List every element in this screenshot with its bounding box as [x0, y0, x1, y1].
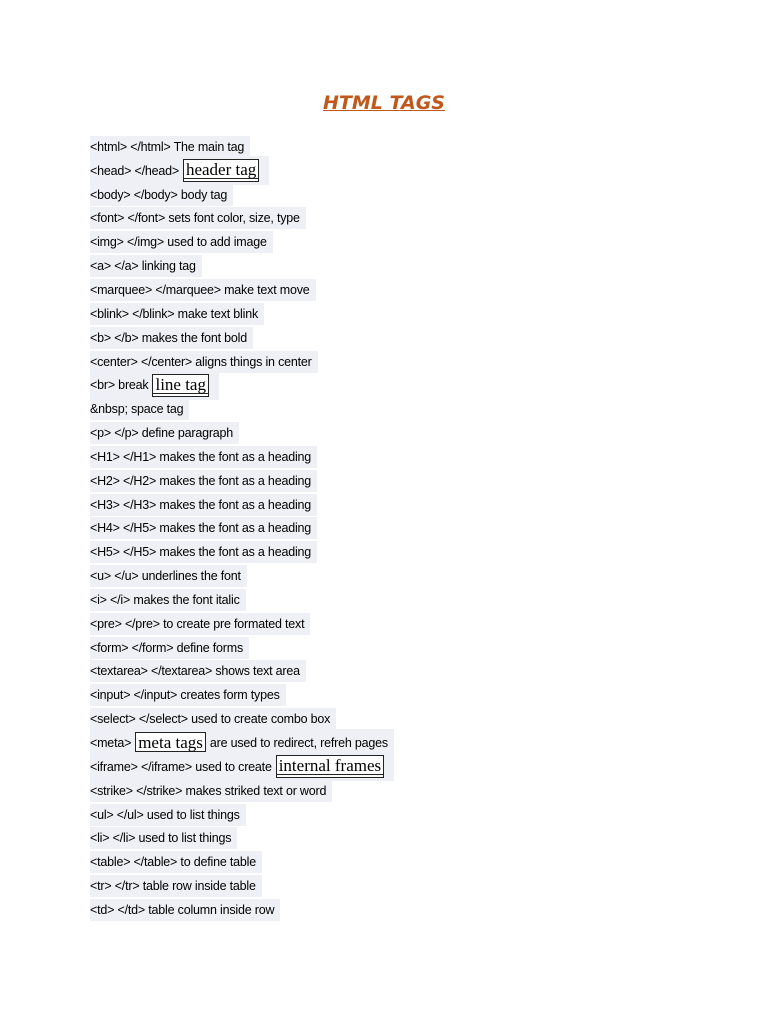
tag-line: [90, 683, 394, 707]
tag-line-text: [90, 371, 219, 400]
tag-line: [90, 707, 394, 731]
tag-line-content: <H5> </H5> makes the font as a heading: [90, 545, 312, 560]
tag-line-text: [90, 541, 317, 563]
tag-line: [90, 350, 394, 374]
tag-line-content: <ul> </ul> used to list things: [90, 807, 240, 822]
tag-line-content: <p> </p> define paragraph: [90, 426, 234, 441]
tag-line-text: [90, 327, 253, 349]
tag-line-text: [90, 255, 202, 277]
tag-line-text: [90, 637, 249, 659]
tag-line-text: [90, 899, 280, 921]
tag-line-content: &nbsp; space tag: [90, 402, 184, 417]
tag-line-content: <table> </table> to define table: [90, 855, 256, 870]
tag-line-before: <iframe> </iframe> used to create: [90, 759, 272, 774]
tag-line: [90, 469, 394, 493]
tag-line: [90, 588, 394, 612]
tag-line-text: [90, 517, 317, 539]
tag-line-text: [90, 875, 262, 897]
tag-line-content: <td> </td> table column inside row: [90, 902, 275, 917]
tag-line: [90, 660, 394, 684]
boxed-annotation: header tag: [183, 159, 259, 182]
tag-line: [90, 731, 394, 755]
tag-line-text: [90, 752, 394, 781]
tag-line-content: <li> </li> used to list things: [90, 831, 232, 846]
tag-line-text: [90, 589, 246, 611]
tag-line: [90, 493, 394, 517]
tag-line: [90, 373, 394, 397]
tag-line: [90, 898, 394, 922]
tag-line-before: <meta>: [90, 736, 132, 751]
tag-line: [90, 230, 394, 254]
tag-line: [90, 636, 394, 660]
tag-line: [90, 135, 394, 159]
boxed-annotation: internal frames: [276, 755, 384, 778]
tag-line-content: <pre> </pre> to create pre formated text: [90, 616, 305, 631]
boxed-annotation: meta tags: [135, 732, 206, 755]
tag-line: [90, 540, 394, 564]
tag-line-text: [90, 351, 318, 373]
tag-line-content: <marquee> </marquee> make text move: [90, 282, 310, 297]
tag-line-text: [90, 136, 250, 158]
tag-line-before: <head> </head>: [90, 163, 179, 178]
tag-line: [90, 183, 394, 207]
tag-line-content: <H3> </H3> makes the font as a heading: [90, 497, 312, 512]
tag-line-content: <html> </html> The main tag: [90, 139, 245, 154]
tag-line-text: [90, 446, 317, 468]
tag-line-text: [90, 494, 317, 516]
tag-line-text: [90, 565, 247, 587]
tag-line-content: <select> </select> used to create combo box: [90, 712, 331, 727]
tag-line: [90, 445, 394, 469]
tag-line-content: <i> </i> makes the font italic: [90, 592, 240, 607]
tag-line-text: [90, 303, 264, 325]
tag-line: [90, 874, 394, 898]
tag-line: [90, 779, 394, 803]
tag-line: [90, 254, 394, 278]
tag-line: [90, 302, 394, 326]
tag-line-content: <b> </b> makes the font bold: [90, 330, 248, 345]
tag-line-content: <H4> </H5> makes the font as a heading: [90, 521, 312, 536]
tag-line: [90, 755, 394, 779]
tag-line-text: [90, 398, 189, 420]
boxed-annotation: line tag: [152, 374, 209, 397]
tag-line: [90, 397, 394, 421]
tag-line: [90, 278, 394, 302]
tag-line-content: <center> </center> aligns things in center: [90, 354, 312, 369]
tag-line-text: [90, 422, 239, 444]
tag-line-content: <font> </font> sets font color, size, type: [90, 211, 300, 226]
tag-line-content: <input> </input> creates form types: [90, 688, 280, 703]
tag-line-text: [90, 780, 332, 802]
tag-line-text: [90, 156, 269, 185]
tag-line: [90, 207, 394, 231]
tag-line-text: [90, 708, 336, 730]
tag-line-text: [90, 684, 286, 706]
page-title: HTML TAGS: [323, 92, 445, 114]
tag-line-text: [90, 660, 306, 682]
tag-line-text: [90, 827, 237, 849]
tag-line-text: [90, 231, 273, 253]
tag-line-content: <blink> </blink> make text blink: [90, 306, 259, 321]
tag-line-content: <body> </body> body tag: [90, 187, 228, 202]
tag-line-content: <H2> </H2> makes the font as a heading: [90, 473, 312, 488]
tag-line-text: [90, 804, 246, 826]
tag-line-text: [90, 184, 233, 206]
tag-line: [90, 850, 394, 874]
tag-line-after: are used to redirect, refreh pages: [209, 736, 388, 751]
tag-list: [90, 135, 394, 922]
tag-line-content: <textarea> </textarea> shows text area: [90, 664, 300, 679]
tag-line-content: <form> </form> define forms: [90, 640, 243, 655]
tag-line: [90, 612, 394, 636]
tag-line-content: <u> </u> underlines the font: [90, 569, 241, 584]
tag-line-content: <a> </a> linking tag: [90, 259, 196, 274]
tag-line-text: [90, 470, 317, 492]
tag-line-before: <br> break: [90, 378, 149, 393]
tag-line-text: [90, 613, 310, 635]
tag-line: [90, 517, 394, 541]
tag-line-content: <strike> </strike> makes striked text or word: [90, 783, 327, 798]
tag-line: [90, 803, 394, 827]
tag-line-text: [90, 207, 306, 229]
tag-line: [90, 159, 394, 183]
tag-line: [90, 826, 394, 850]
tag-line-text: [90, 279, 316, 301]
tag-line: [90, 421, 394, 445]
tag-line-content: <img> </img> used to add image: [90, 235, 267, 250]
tag-line-content: <tr> </tr> table row inside table: [90, 879, 256, 894]
tag-line: [90, 326, 394, 350]
tag-line: [90, 564, 394, 588]
tag-line-text: [90, 851, 262, 873]
tag-line-content: <H1> </H1> makes the font as a heading: [90, 449, 312, 464]
